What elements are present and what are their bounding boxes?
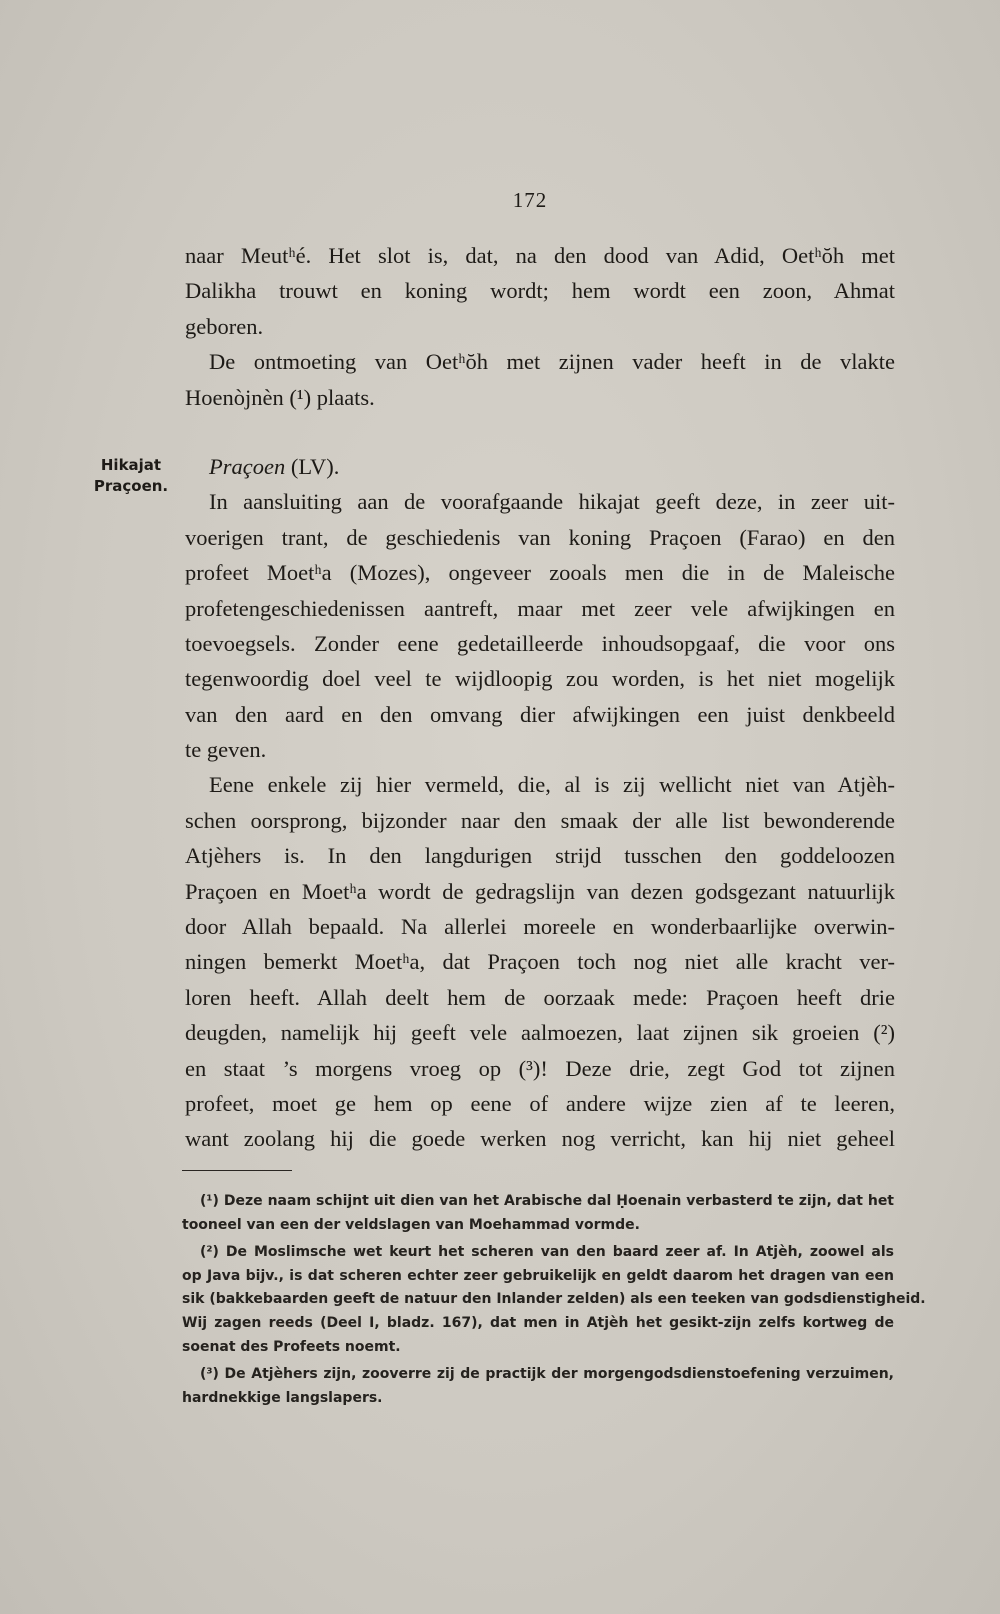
text-line: profetengeschiedenissen aantreft, maar met zeer vele afwijkingen en (185, 595, 895, 621)
footnote-divider (182, 1170, 292, 1171)
text-line: schen oorsprong, bijzonder naar den smaak der alle list bewonderende (185, 807, 895, 833)
text-line: Eene enkele zij hier vermeld, die, al is zij wellicht niet van Atjèh- (209, 772, 895, 798)
footnote-line: soenat des Profeets noemt. (182, 1338, 401, 1355)
footnote-line: Wij zagen reeds (Deel I, bladz. 167), dat men in Atjèh het gesikt-zijn zelfs kortweg de (182, 1314, 894, 1331)
text-line: tegenwoordig doel veel te wijdloopig zou worden, is het niet mogelijk (185, 666, 895, 692)
text-line: naar Meutʰé. Het slot is, dat, na den dood van Adid, Oetʰŏh met (185, 243, 895, 268)
text-line: Praçoen en Moetʰa wordt de gedragslijn van dezen godsgezant natuurlijk (185, 878, 895, 904)
heading-number: (LV). (285, 453, 340, 479)
footnote-line: hardnekkige langslapers. (182, 1389, 383, 1406)
text-line: De ontmoeting van Oetʰŏh met zijnen vader heeft in de vlakte (209, 349, 895, 375)
text-line: Atjèhers is. In den langdurigen strijd tusschen den goddeloozen (185, 843, 895, 869)
text-line: ningen bemerkt Moetʰa, dat Praçoen toch nog niet alle kracht ver- (185, 949, 895, 975)
footnote-1 (182, 1190, 894, 1237)
footnote-3 (182, 1363, 894, 1410)
page-number: 172 (512, 188, 548, 212)
footnote-line: (³) De Atjèhers zijn, zooverre zij de practijk der morgengodsdienstoefening verzuimen, (200, 1366, 894, 1383)
text-line: voerigen trant, de geschiedenis van koning Praçoen (Farao) en den (185, 524, 895, 550)
paragraph-4 (185, 767, 895, 1156)
text-line: te geven. (185, 737, 267, 763)
paragraph-2 (185, 344, 895, 415)
margin-note-line: Praçoen. (93, 477, 169, 495)
margin-note (86, 455, 176, 497)
text-line: In aansluiting aan de voorafgaande hikajat geeft deze, in zeer uit- (209, 489, 895, 515)
footnote-line: op Java bijv., is dat scheren echter zeer gebruikelijk en geldt daarom het dragen van een (182, 1267, 894, 1284)
section-heading (185, 449, 895, 484)
footnote-2 (182, 1241, 926, 1359)
footnote-line: sik (bakkebaarden geeft de natuur den Inlander zelden) als een teeken van godsdienstigheid. (182, 1291, 926, 1308)
text-line: Hoenòjnèn (¹) plaats. (185, 384, 375, 410)
text-line: van den aard en den omvang dier afwijkingen een juist denkbeeld (185, 701, 895, 727)
text-line: geboren. (185, 313, 264, 339)
footnote-line: tooneel van een der veldslagen van Moehammad vormde. (182, 1216, 640, 1233)
text-line: Dalikha trouwt en koning wordt; hem wordt een zoon, Ahmat (185, 278, 895, 304)
paragraph-3 (185, 484, 895, 767)
text-line: door Allah bepaald. Na allerlei moreele en wonderbaarlijke overwin- (185, 914, 895, 940)
text-line: toevoegsels. Zonder eene gedetailleerde inhoudsopgaaf, die voor ons (185, 630, 895, 656)
text-line: profeet, moet ge hem op eene of andere wijze zien af te leeren, (185, 1090, 895, 1116)
text-line: want zoolang hij die goede werken nog verricht, kan hij niet geheel (185, 1126, 895, 1152)
footnotes (182, 1190, 926, 1410)
text-line: profeet Moetʰa (Mozes), ongeveer zooals men die in de Maleische (185, 560, 895, 586)
footnote-line: (¹) Deze naam schijnt uit dien van het Arabische dal Ḥoenain verbasterd te zijn, dat het (200, 1193, 894, 1209)
heading-title: Praçoen (209, 453, 286, 479)
text-line: deugden, namelijk hij geeft vele aalmoezen, laat zijnen sik groeien (²) (185, 1020, 895, 1046)
text-line: en staat ’s morgens vroeg op (³)! Deze drie, zegt God tot zijnen (185, 1055, 895, 1081)
paragraph-1 (185, 238, 895, 344)
text-line: loren heeft. Allah deelt hem de oorzaak mede: Praçoen heeft drie (185, 984, 895, 1010)
margin-note-line: Hikajat (100, 456, 162, 474)
body-text (185, 238, 895, 1157)
footnote-line: (²) De Moslimsche wet keurt het scheren van den baard zeer af. In Atjèh, zoowel als (200, 1244, 894, 1261)
